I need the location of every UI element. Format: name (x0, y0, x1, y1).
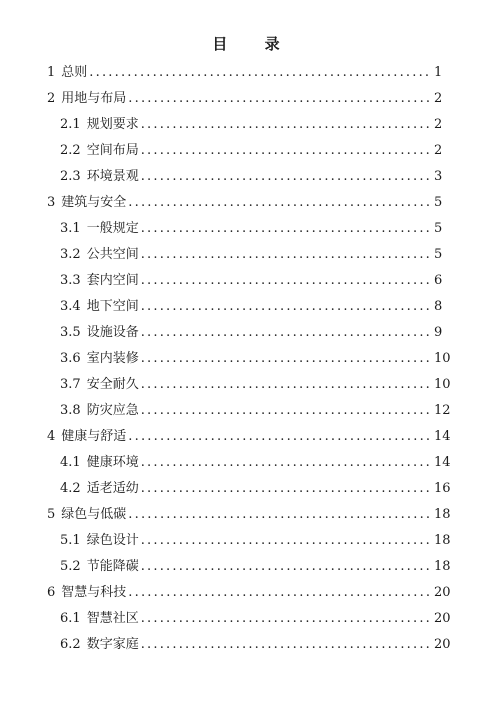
toc-entry-label: 套内空间 (86, 273, 139, 288)
toc-entry-number: 3 (47, 195, 56, 210)
toc-entry-label: 防灾应急 (86, 403, 139, 418)
toc-dot-leader (141, 320, 430, 346)
toc-page-number: 2 (434, 91, 443, 106)
toc-page-number: 3 (434, 169, 443, 184)
toc-section-entry[interactable] (0, 216, 492, 242)
toc-chapter-entry[interactable] (0, 502, 492, 528)
toc-section-entry[interactable] (0, 268, 492, 294)
toc-dot-leader (128, 190, 430, 216)
toc-dot-leader (141, 138, 430, 164)
toc-entry-number: 4 (47, 429, 56, 444)
toc-page-number: 14 (434, 429, 451, 444)
toc-entry-number: 2 (47, 91, 56, 106)
toc-page-number: 8 (434, 299, 443, 314)
toc-entry-number: 6 (47, 585, 56, 600)
toc-page-number: 9 (434, 325, 443, 340)
toc-dot-leader (141, 632, 430, 658)
toc-entry-label: 公共空间 (86, 247, 139, 262)
toc-entry-label: 绿色与低碳 (61, 507, 127, 522)
toc-entry-label: 安全耐久 (86, 377, 139, 392)
toc-entry-number: 1 (47, 65, 56, 80)
table-of-contents (0, 60, 492, 658)
toc-entry-number: 2.1 (60, 117, 81, 132)
toc-section-entry[interactable] (0, 398, 492, 424)
toc-entry-label: 适老适幼 (86, 481, 139, 496)
toc-page-number: 2 (434, 143, 443, 158)
toc-entry-number: 2.3 (60, 169, 81, 184)
toc-entry-label: 室内装修 (86, 351, 139, 366)
toc-chapter-entry[interactable] (0, 86, 492, 112)
toc-entry-label: 健康环境 (86, 455, 139, 470)
toc-title: 目 录 (212, 35, 296, 53)
toc-entry-number: 3.2 (60, 247, 81, 262)
toc-dot-leader (141, 528, 430, 554)
toc-entry-label: 绿色设计 (86, 533, 139, 548)
toc-page-number: 6 (434, 273, 443, 288)
toc-page-number: 10 (434, 351, 451, 366)
toc-section-entry[interactable] (0, 294, 492, 320)
toc-entry-label: 地下空间 (86, 299, 139, 314)
toc-chapter-entry[interactable] (0, 580, 492, 606)
toc-dot-leader (141, 346, 430, 372)
toc-page-number: 20 (434, 637, 451, 652)
toc-section-entry[interactable] (0, 346, 492, 372)
toc-section-entry[interactable] (0, 554, 492, 580)
toc-entry-number: 3.4 (60, 299, 81, 314)
toc-page-number: 16 (434, 481, 451, 496)
toc-dot-leader (128, 502, 430, 528)
toc-entry-label: 数字家庭 (86, 637, 139, 652)
toc-dot-leader (141, 606, 430, 632)
toc-entry-number: 6.1 (60, 611, 81, 626)
toc-section-entry[interactable] (0, 372, 492, 398)
toc-chapter-entry[interactable] (0, 60, 492, 86)
toc-dot-leader (141, 450, 430, 476)
toc-page-number: 14 (434, 455, 451, 470)
toc-entry-label: 智慧与科技 (61, 585, 127, 600)
toc-page-number: 18 (434, 559, 451, 574)
toc-dot-leader (141, 268, 430, 294)
toc-section-entry[interactable] (0, 164, 492, 190)
toc-entry-number: 3.7 (60, 377, 81, 392)
toc-dot-leader (128, 580, 430, 606)
toc-dot-leader (141, 398, 430, 424)
toc-section-entry[interactable] (0, 320, 492, 346)
toc-entry-number: 3.8 (60, 403, 81, 418)
toc-entry-number: 2.2 (60, 143, 81, 158)
toc-dot-leader (141, 216, 430, 242)
toc-page-number: 10 (434, 377, 451, 392)
toc-section-entry[interactable] (0, 606, 492, 632)
toc-page-number: 20 (434, 585, 451, 600)
toc-entry-label: 规划要求 (86, 117, 139, 132)
toc-entry-label: 用地与布局 (61, 91, 127, 106)
toc-entry-number: 6.2 (60, 637, 81, 652)
toc-entry-number: 4.2 (60, 481, 81, 496)
toc-entry-label: 设施设备 (86, 325, 139, 340)
toc-section-entry[interactable] (0, 528, 492, 554)
toc-section-entry[interactable] (0, 138, 492, 164)
toc-dot-leader (141, 554, 430, 580)
toc-section-entry[interactable] (0, 242, 492, 268)
toc-entry-number: 4.1 (60, 455, 81, 470)
toc-entry-label: 节能降碳 (86, 559, 139, 574)
toc-section-entry[interactable] (0, 450, 492, 476)
toc-page-number: 12 (434, 403, 451, 418)
toc-page-number: 5 (434, 221, 443, 236)
toc-dot-leader (141, 242, 430, 268)
toc-dot-leader (128, 424, 430, 450)
toc-page-number: 20 (434, 611, 451, 626)
toc-dot-leader (141, 164, 430, 190)
toc-chapter-entry[interactable] (0, 424, 492, 450)
toc-entry-number: 3.6 (60, 351, 81, 366)
toc-entry-label: 环境景观 (86, 169, 139, 184)
toc-entry-number: 5.1 (60, 533, 81, 548)
toc-entry-label: 智慧社区 (86, 611, 139, 626)
toc-dot-leader (141, 476, 430, 502)
toc-page-number: 5 (434, 195, 443, 210)
toc-dot-leader (128, 86, 430, 112)
toc-dot-leader (141, 294, 430, 320)
toc-section-entry[interactable] (0, 476, 492, 502)
toc-dot-leader (89, 60, 430, 86)
toc-page-number: 5 (434, 247, 443, 262)
toc-entry-label: 一般规定 (86, 221, 139, 236)
toc-entry-label: 建筑与安全 (61, 195, 127, 210)
toc-entry-number: 5.2 (60, 559, 81, 574)
toc-section-entry[interactable] (0, 632, 492, 658)
toc-entry-label: 健康与舒适 (61, 429, 127, 444)
toc-page-number: 2 (434, 117, 443, 132)
toc-entry-number: 3.3 (60, 273, 81, 288)
toc-page-number: 1 (434, 65, 443, 80)
toc-entry-number: 3.5 (60, 325, 81, 340)
toc-section-entry[interactable] (0, 112, 492, 138)
toc-entry-label: 总则 (61, 65, 88, 80)
toc-page-number: 18 (434, 507, 451, 522)
toc-entry-number: 3.1 (60, 221, 81, 236)
toc-entry-label: 空间布局 (86, 143, 139, 158)
toc-chapter-entry[interactable] (0, 190, 492, 216)
toc-dot-leader (141, 372, 430, 398)
toc-page-number: 18 (434, 533, 451, 548)
toc-entry-number: 5 (47, 507, 56, 522)
toc-dot-leader (141, 112, 430, 138)
